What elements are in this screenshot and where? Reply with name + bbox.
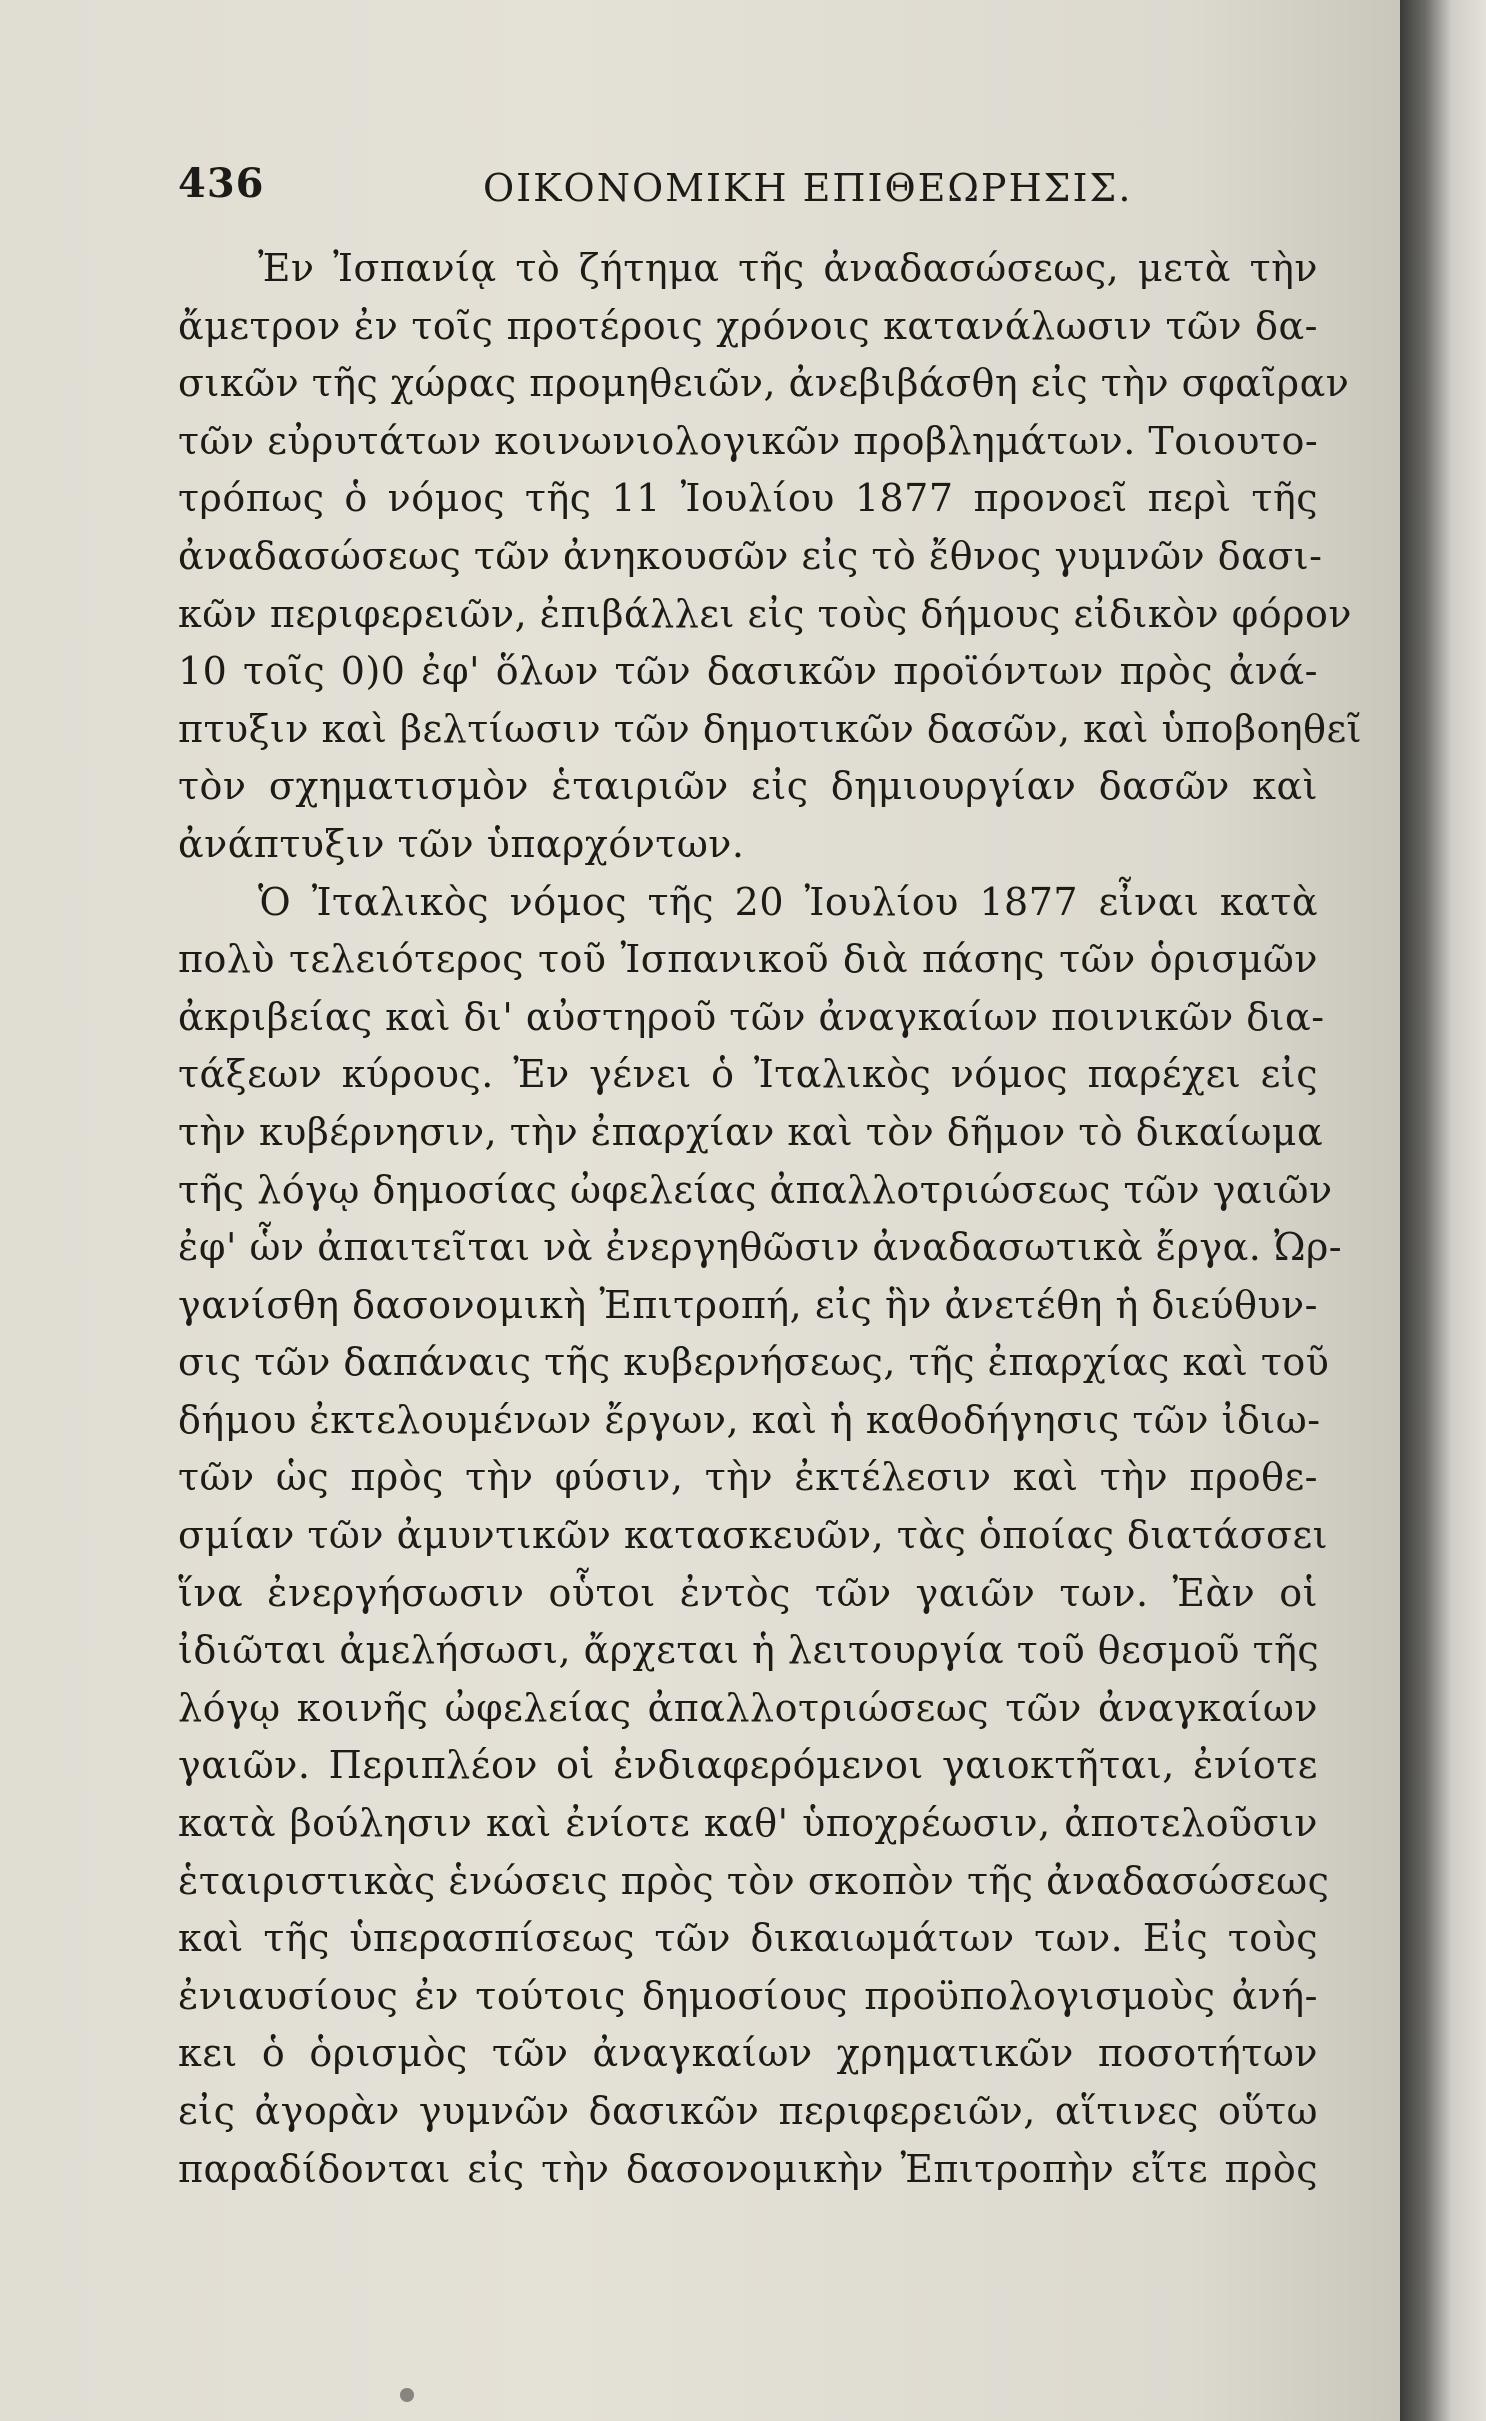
text-line: σικῶν τῆς χώρας προμηθειῶν, ἀνεβιβάσθη εἰς τὴν σφαῖραν (178, 361, 1350, 406)
text-line: κατὰ βούλησιν καὶ ἐνίοτε καθ' ὑποχρέωσιν, ἀποτελοῦσιν (178, 1801, 1318, 1846)
text-line: Ὁ Ἰταλικὸς νόμος τῆς 20 Ἰουλίου 1877 εἶναι κατὰ (258, 879, 1318, 924)
text-line: ἀνάπτυξιν τῶν ὑπαρχόντων. (178, 821, 745, 866)
book-binding-shadow (1400, 0, 1486, 2421)
page-header (178, 160, 1338, 220)
text-line: δήμου ἐκτελουμένων ἔργων, καὶ ἡ καθοδήγησις τῶν ἰδιω- (178, 1397, 1321, 1442)
text-line: καὶ τῆς ὑπερασπίσεως τῶν δικαιωμάτων των. Εἰς τοὺς (178, 1916, 1318, 1961)
text-line: τῶν εὐρυτάτων κοινωνιολογικῶν προβλημάτων. Τοιουτο- (178, 418, 1319, 463)
text-line: γανίσθη δασονομικὴ Ἐπιτροπή, εἰς ἣν ἀνετέθη ἡ διεύθυν- (178, 1282, 1318, 1327)
text-line: σις τῶν δαπάναις τῆς κυβερνήσεως, τῆς ἐπαρχίας καὶ τοῦ (178, 1340, 1330, 1385)
text-line: τάξεων κύρους. Ἐν γένει ὁ Ἰταλικὸς νόμος παρέχει εἰς (178, 1052, 1318, 1097)
text-line: παραδίδονται εἰς τὴν δασονομικὴν Ἐπιτροπὴν εἴτε πρὸς (178, 2146, 1318, 2191)
text-line: Ἐν Ἰσπανίᾳ τὸ ζήτημα τῆς ἀναδασώσεως, μετὰ τὴν (258, 246, 1318, 290)
text-line: κῶν περιφερειῶν, ἐπιβάλλει εἰς τοὺς δήμους εἰδικὸν φόρον (178, 591, 1352, 636)
paper-fleck (400, 2388, 414, 2402)
running-title: ΟΙΚΟΝΟΜΙΚΗ ΕΠΙΘΕΩΡΗΣΙΣ. (483, 166, 1133, 210)
text-line: κει ὁ ὁρισμὸς τῶν ἀναγκαίων χρηματικῶν ποσοτήτων (178, 2031, 1318, 2076)
text-line: ἐφ' ὧν ἀπαιτεῖται νὰ ἐνεργηθῶσιν ἀναδασωτικὰ ἔργα. Ὠρ- (178, 1225, 1343, 1270)
text-line: τὴν κυβέρνησιν, τὴν ἐπαρχίαν καὶ τὸν δῆμον τὸ δικαίωμα (178, 1109, 1324, 1154)
body-text (178, 240, 1363, 2198)
text-line: γαιῶν. Περιπλέον οἱ ἐνδιαφερόμενοι γαιοκτῆται, ἐνίοτε (178, 1743, 1318, 1788)
text-line: σμίαν τῶν ἀμυντικῶν κατασκευῶν, τὰς ὁποίας διατάσσει (178, 1513, 1329, 1558)
text-line: τῶν ὡς πρὸς τὴν φύσιν, τὴν ἐκτέλεσιν καὶ τὴν προθε- (178, 1455, 1318, 1500)
text-line: εἰς ἀγορὰν γυμνῶν δασικῶν περιφερειῶν, αἵτινες οὕτω (178, 2089, 1318, 2133)
text-line: τρόπως ὁ νόμος τῆς 11 Ἰουλίου 1877 προνοεῖ περὶ τῆς (178, 476, 1318, 521)
text-line: ἵνα ἐνεργήσωσιν οὗτοι ἐντὸς τῶν γαιῶν των. Ἐὰν οἱ (178, 1570, 1318, 1615)
page-number: 436 (178, 160, 265, 207)
text-line: πολὺ τελειότερος τοῦ Ἰσπανικοῦ διὰ πάσης τῶν ὁρισμῶν (178, 937, 1318, 982)
text-line: ἑταιριστικὰς ἑνώσεις πρὸς τὸν σκοπὸν τῆς ἀναδασώσεως (178, 1858, 1330, 1903)
text-line: λόγῳ κοινῆς ὠφελείας ἀπαλλοτριώσεως τῶν ἀναγκαίων (178, 1685, 1318, 1730)
text-line: ἄμετρον ἐν τοῖς προτέροις χρόνοις κατανάλωσιν τῶν δα- (178, 303, 1318, 348)
text-line: τῆς λόγῳ δημοσίας ὠφελείας ἀπαλλοτριώσεως τῶν γαιῶν (178, 1167, 1333, 1212)
text-line: ἀναδασώσεως τῶν ἀνηκουσῶν εἰς τὸ ἔθνος γυμνῶν δασι- (178, 533, 1323, 578)
text-line: τὸν σχηματισμὸν ἑταιριῶν εἰς δημιουργίαν δασῶν καὶ (178, 764, 1318, 809)
text-line: ἰδιῶται ἀμελήσωσι, ἄρχεται ἡ λειτουργία τοῦ θεσμοῦ τῆς (178, 1628, 1320, 1673)
text-line: ἐνιαυσίους ἐν τούτοις δημοσίους προϋπολογισμοὺς ἀνή- (178, 1973, 1318, 2018)
text-line: πτυξιν καὶ βελτίωσιν τῶν δημοτικῶν δασῶν, καὶ ὑποβοηθεῖ (178, 706, 1363, 751)
text-line: 10 τοῖς 0)0 ἐφ' ὅλων τῶν δασικῶν προϊόντων πρὸς ἀνά- (178, 649, 1318, 694)
text-line: ἀκριβείας καὶ δι' αὐστηροῦ τῶν ἀναγκαίων ποινικῶν δια- (178, 994, 1325, 1039)
